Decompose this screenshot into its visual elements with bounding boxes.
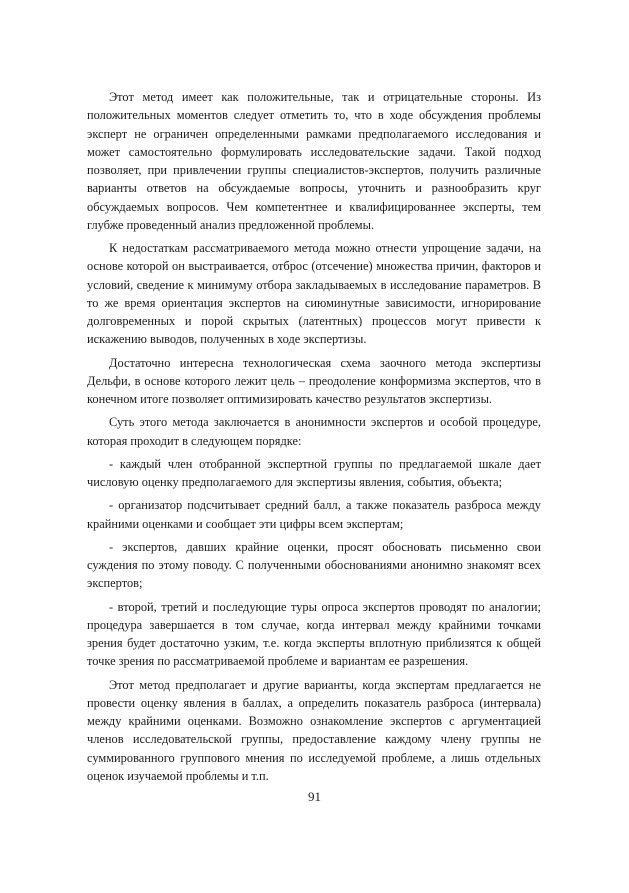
paragraph-3: Достаточно интересна технологическая схема заочного метода экспертизы Дельфи, в основе которого лежит цель – преодоление конформизма экспертов, что в конечном итоге позволяет оптимизировать качество результатов экспертизы. xyxy=(87,355,541,406)
list-item-1: - каждый член отобранной экспертной группы по предлагаемой шкале дает числовую оценку предполагаемого для экспертизы явления, события, объекта; xyxy=(87,456,541,489)
paragraph-4: Суть этого метода заключается в анонимности экспертов и особой процедуре, которая проходит в следующем порядке: xyxy=(87,415,541,448)
paragraph-1: Этот метод имеет как положительные, так и отрицательные стороны. Из положительных моментов следует отметить то, что в ходе обсуждения проблемы эксперт не ограничен определенными рамками предполагаемого исследования и может самостоятельно формулировать исследовательские задачи. Такой подход позволяет, при привлечении группы специалистов-экспертов, получить различные варианты ответов на обсуждаемые вопросы, уточнить и разнообразить круг обсуждаемых вопросов. Чем компетентнее и квалифицированнее эксперты, тем глубже проведенный анализ предложенной проблемы. xyxy=(87,90,541,232)
list-item-4: - второй, третий и последующие туры опроса экспертов проводят по аналогии; процедура завершается в том случае, когда интервал между крайними точками зрения будет достаточно узким, т.е. когда эксперты вплотную приблизятся к общей точке зрения по рассматриваемой проблеме и вариантам ее разрешения. xyxy=(87,599,541,669)
list-item-3: - экспертов, давших крайние оценки, просят обосновать письменно свои суждения по этому поводу. С полученными обоснованиями анонимно знакомят всех экспертов; xyxy=(87,539,541,591)
page-number: 91 xyxy=(308,789,321,804)
paragraph-2: К недостаткам рассматриваемого метода можно отнести упрощение задачи, на основе которой он выстраивается, отброс (отсечение) множества причин, факторов и условий, сведение к минимуму отбора закладываемых в исследование параметров. В то же время ориентация экспертов на сиюминутные зависимости, игнорирование долговременных и порой скрытых (латентных) процессов могут привести к искажению выводов, полученных в ходе экспертизы. xyxy=(87,241,541,347)
body-text xyxy=(87,88,541,790)
paragraph-5: Этот метод предполагает и другие варианты, когда экспертам предлагается не провести оценку явления в баллах, а определить показатель разброса (интервала) между крайними оценками. Возможно ознакомление экспертов с аргументацией членов исследовательской группы, предоставление каждому члену группы не суммированного группового мнения по исследуемой проблеме, а лишь отдельных оценок изучаемой проблемы и т.п. xyxy=(87,677,541,783)
list-item-2: - организатор подсчитывает средний балл, а также показатель разброса между крайними оценками и сообщает эти цифры всем экспертам; xyxy=(87,498,541,531)
